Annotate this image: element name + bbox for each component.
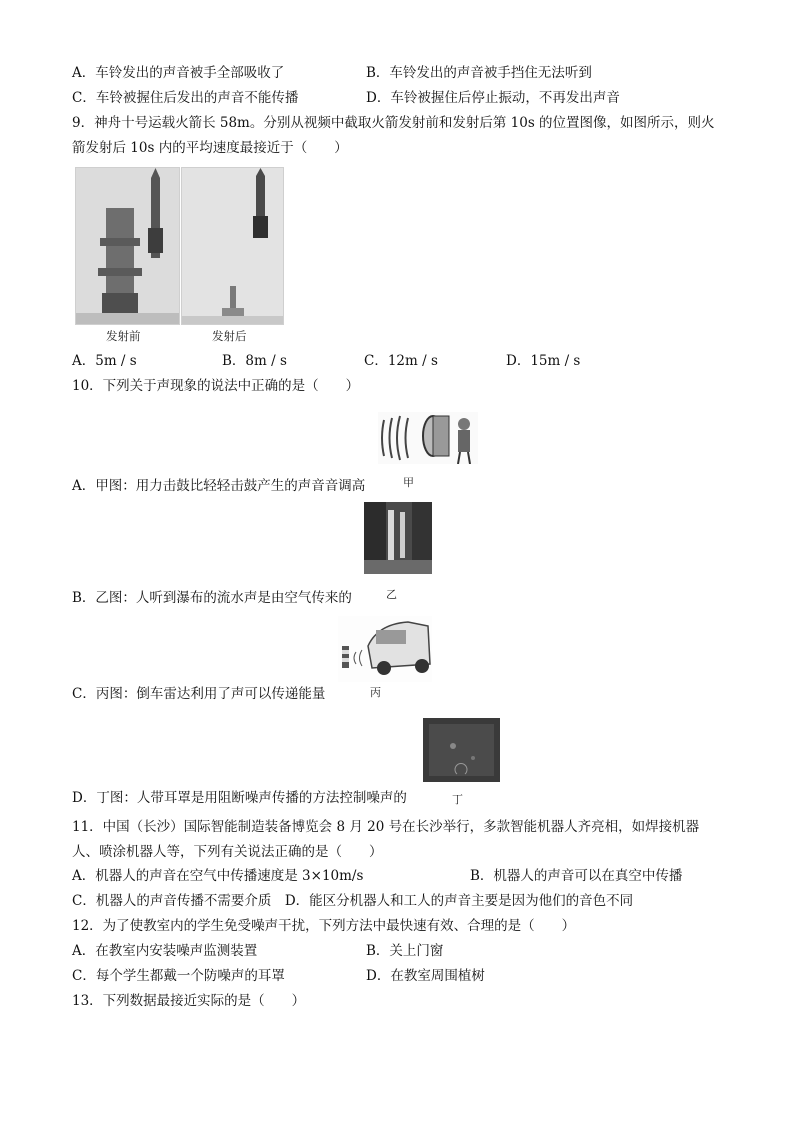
figure-label-jia: 甲	[403, 476, 414, 489]
q11-stem-line1: 11．中国（长沙）国际智能制造装备博览会 8 月 20 号在长沙举行，多款智能机器人齐亮相，如焊接机器	[72, 819, 700, 835]
q8-option-d: D．车铃被握住后停止振动，不再发出声音	[366, 90, 620, 106]
q12-stem: 12．为了使教室内的学生免受噪声干扰，下列方法中最快速有效、合理的是（ ）	[72, 918, 576, 934]
q9-stem-line2: 箭发射后 10s 内的平均速度最接近于（ ）	[72, 140, 348, 156]
q10-option-a: A．甲图：用力击鼓比轻轻击鼓产生的声音音调高	[72, 478, 366, 494]
q8-option-c: C．车铃被握住后发出的声音不能传播	[72, 90, 299, 106]
q8-option-b: B．车铃发出的声音被手挡住无法听到	[366, 65, 592, 81]
q11-option-cd: C．机器人的声音传播不需要介质 D．能区分机器人和工人的声音主要是因为他们的音色不同	[72, 893, 634, 909]
figure-label-ding: 丁	[452, 793, 463, 806]
waterfall-figure	[364, 502, 432, 574]
q10-stem: 10．下列关于声现象的说法中正确的是（ ）	[72, 378, 360, 394]
q10-option-c: C．丙图：倒车雷达利用了声可以传递能量	[72, 686, 326, 702]
q12-option-d: D．在教室周围植树	[366, 968, 485, 984]
q9-option-d: D．15m / s	[506, 353, 581, 369]
q12-option-c: C．每个学生都戴一个防噪声的耳罩	[72, 968, 285, 984]
q10-option-b: B．乙图：人听到瀑布的流水声是由空气传来的	[72, 590, 352, 606]
q9-option-b: B．8m / s	[222, 353, 287, 369]
q11-option-b: B．机器人的声音可以在真空中传播	[470, 868, 683, 884]
q10-option-d: D．丁图：人带耳罩是用阻断噪声传播的方法控制噪声的	[72, 790, 407, 806]
q11-option-a: A．机器人的声音在空气中传播速度是 3×10m/s	[72, 868, 364, 884]
q9-option-c: C．12m / s	[364, 353, 438, 369]
rocket-before-launch-photo	[75, 167, 180, 325]
figure-label-yi: 乙	[386, 588, 397, 601]
q12-option-a: A．在教室内安装噪声监测装置	[72, 943, 258, 959]
drum-figure	[378, 412, 478, 464]
q9-option-a: A．5m / s	[72, 353, 137, 369]
q13-stem: 13．下列数据最接近实际的是（ ）	[72, 993, 306, 1009]
car-reversing-figure	[338, 616, 432, 682]
caption-before-launch: 发射前	[106, 329, 141, 343]
earmuff-figure	[423, 718, 500, 782]
rocket-after-launch-photo	[181, 167, 284, 325]
figure-label-bing: 丙	[370, 686, 381, 699]
q12-option-b: B．关上门窗	[366, 943, 444, 959]
caption-after-launch: 发射后	[212, 329, 247, 343]
q11-stem-line2: 人、喷涂机器人等，下列有关说法正确的是（ ）	[72, 844, 383, 860]
q9-stem-line1: 9．神舟十号运载火箭长 58m。分别从视频中截取火箭发射前和发射后第 10s 的位置图像，如图所示，则火	[72, 115, 715, 131]
q8-option-a: A．车铃发出的声音被手全部吸收了	[72, 65, 285, 81]
